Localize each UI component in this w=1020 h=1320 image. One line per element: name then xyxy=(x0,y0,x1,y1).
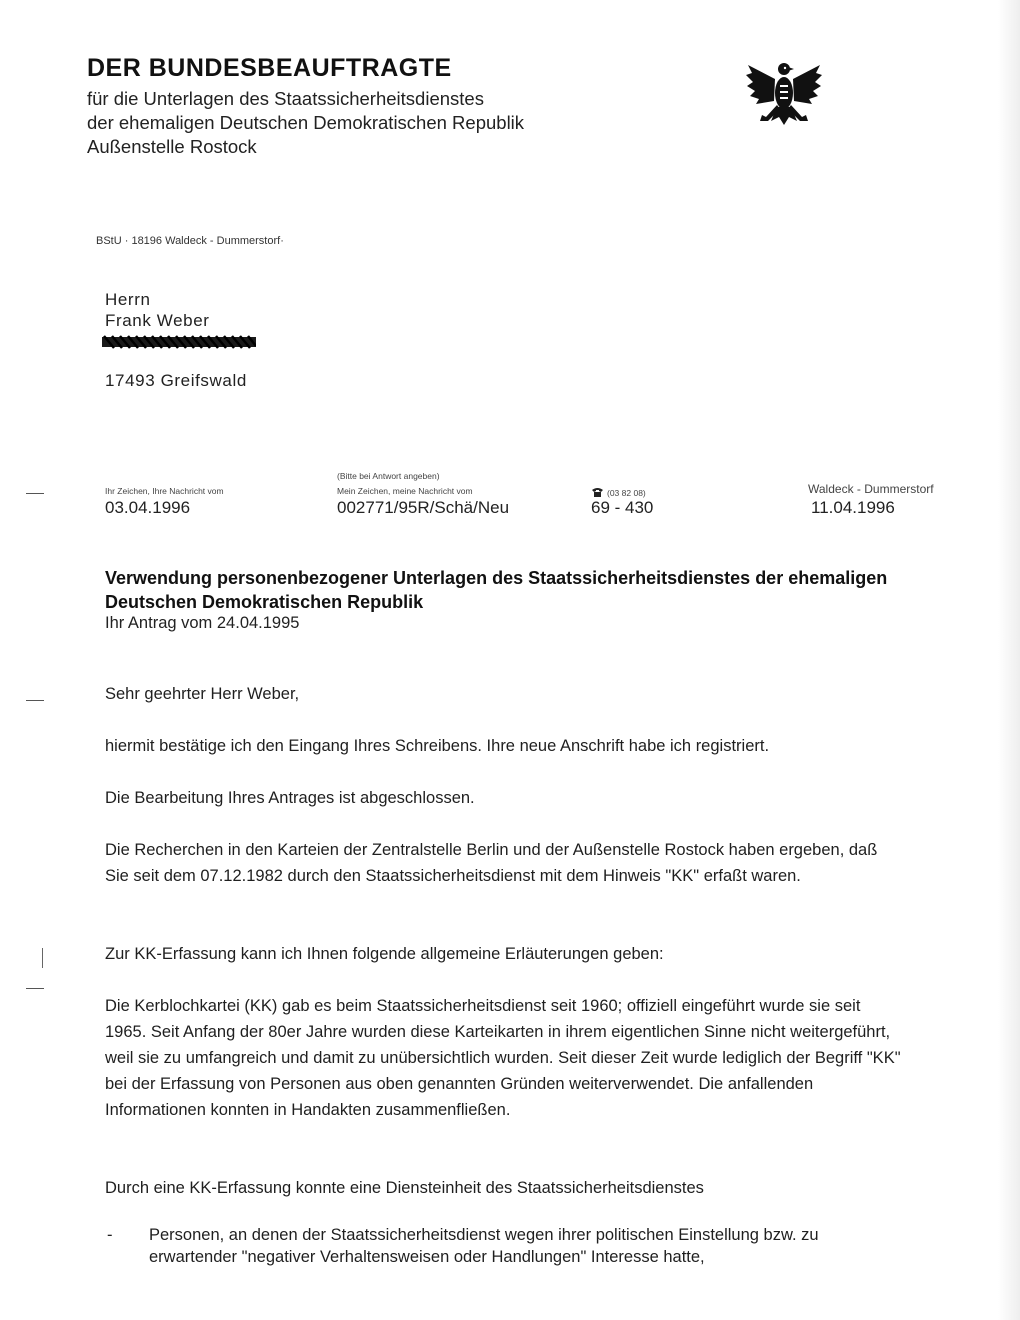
paragraph-1: hiermit bestätige ich den Eingang Ihres Schreibens. Ihre neue Anschrift habe ich registriert. xyxy=(105,737,770,755)
recipient-salutation: Herrn xyxy=(105,290,151,309)
my-ref-label: Mein Zeichen, meine Nachricht vom xyxy=(337,486,473,496)
recipient-name: Frank Weber xyxy=(105,311,210,330)
paragraph-2: Die Bearbeitung Ihres Antrages ist abgeschlossen. xyxy=(105,789,475,807)
sender-line: BStU · 18196 Waldeck - Dummerstorf· xyxy=(96,235,284,247)
my-ref-value: 002771/95R/Schä/Neu xyxy=(337,498,510,517)
fold-mark xyxy=(26,493,44,494)
subject-title: Verwendung personenbezogener Unterlagen des Staatssicherheitsdienstes der ehemaligen Deutschen Demokratischen Republik xyxy=(105,568,888,612)
letterhead-title: DER BUNDESBEAUFTRAGTE xyxy=(87,54,452,82)
scan-edge-shadow xyxy=(998,0,1020,1320)
federal-eagle-icon xyxy=(744,55,824,131)
bullet-item-1: Personen, an denen der Staatssicherheitsdienst wegen ihrer politischen Einstellung bzw. zu erwartender "negativer Verhaltensweisen oder Handlungen" Interesse hatte, xyxy=(149,1226,819,1266)
your-ref-label: Ihr Zeichen, Ihre Nachricht vom xyxy=(105,486,224,496)
phone-label: (03 82 08) xyxy=(607,488,646,498)
greeting: Sehr geehrter Herr Weber, xyxy=(105,685,300,703)
your-ref-value: 03.04.1996 xyxy=(105,498,191,517)
paragraph-4: Zur KK-Erfassung kann ich Ihnen folgende allgemeine Erläuterungen geben: xyxy=(105,945,664,963)
paragraph-3: Die Recherchen in den Karteien der Zentralstelle Berlin und der Außenstelle Rostock haben ergeben, daß Sie seit dem 07.12.1982 durch den Staatssicherheitsdienst mit dem Hinweis "KK" erfaßt waren. xyxy=(105,841,878,885)
phone-value: 69 - 430 xyxy=(591,498,654,517)
punch-mark xyxy=(42,948,43,968)
recipient-city: 17493 Greifswald xyxy=(105,371,247,390)
paragraph-5: Die Kerblochkartei (KK) gab es beim Staatssicherheitsdienst seit 1960; offiziell eingeführt wurde sie seit 1965. Seit Anfang der 80er Jahre wurden diese Karteikarten in ihrem eigentlichen Sinne nicht weitergeführt, weil sie zu umfangreich und damit zu unübersichtlich wurden. Seit dieser Zeit wurde lediglich der Begriff "KK" bei der Erfassung von Personen aus oben genannten Gründen weiterverwendet. Die anfallenden Informationen konnten in Handakten zusammenfließen. xyxy=(105,997,901,1119)
paragraph-6: Durch eine KK-Erfassung konnte eine Diensteinheit des Staatssicherheitsdienstes xyxy=(105,1179,704,1197)
place-label: Waldeck - Dummerstorf xyxy=(808,482,934,496)
letterhead-line-1: für die Unterlagen des Staatssicherheitsdienstes xyxy=(87,88,484,109)
fold-mark xyxy=(26,988,44,989)
letterhead-line-2: der ehemaligen Deutschen Demokratischen Republik xyxy=(87,112,525,133)
date-value: 11.04.1996 xyxy=(811,498,895,517)
bullet-dash: - xyxy=(107,1226,113,1244)
reference-note: (Bitte bei Antwort angeben) xyxy=(337,471,440,481)
fold-mark xyxy=(26,700,44,701)
letterhead-line-3: Außenstelle Rostock xyxy=(87,136,257,157)
redacted-street-mark xyxy=(102,334,256,350)
subject-line: Ihr Antrag vom 24.04.1995 xyxy=(105,614,300,632)
